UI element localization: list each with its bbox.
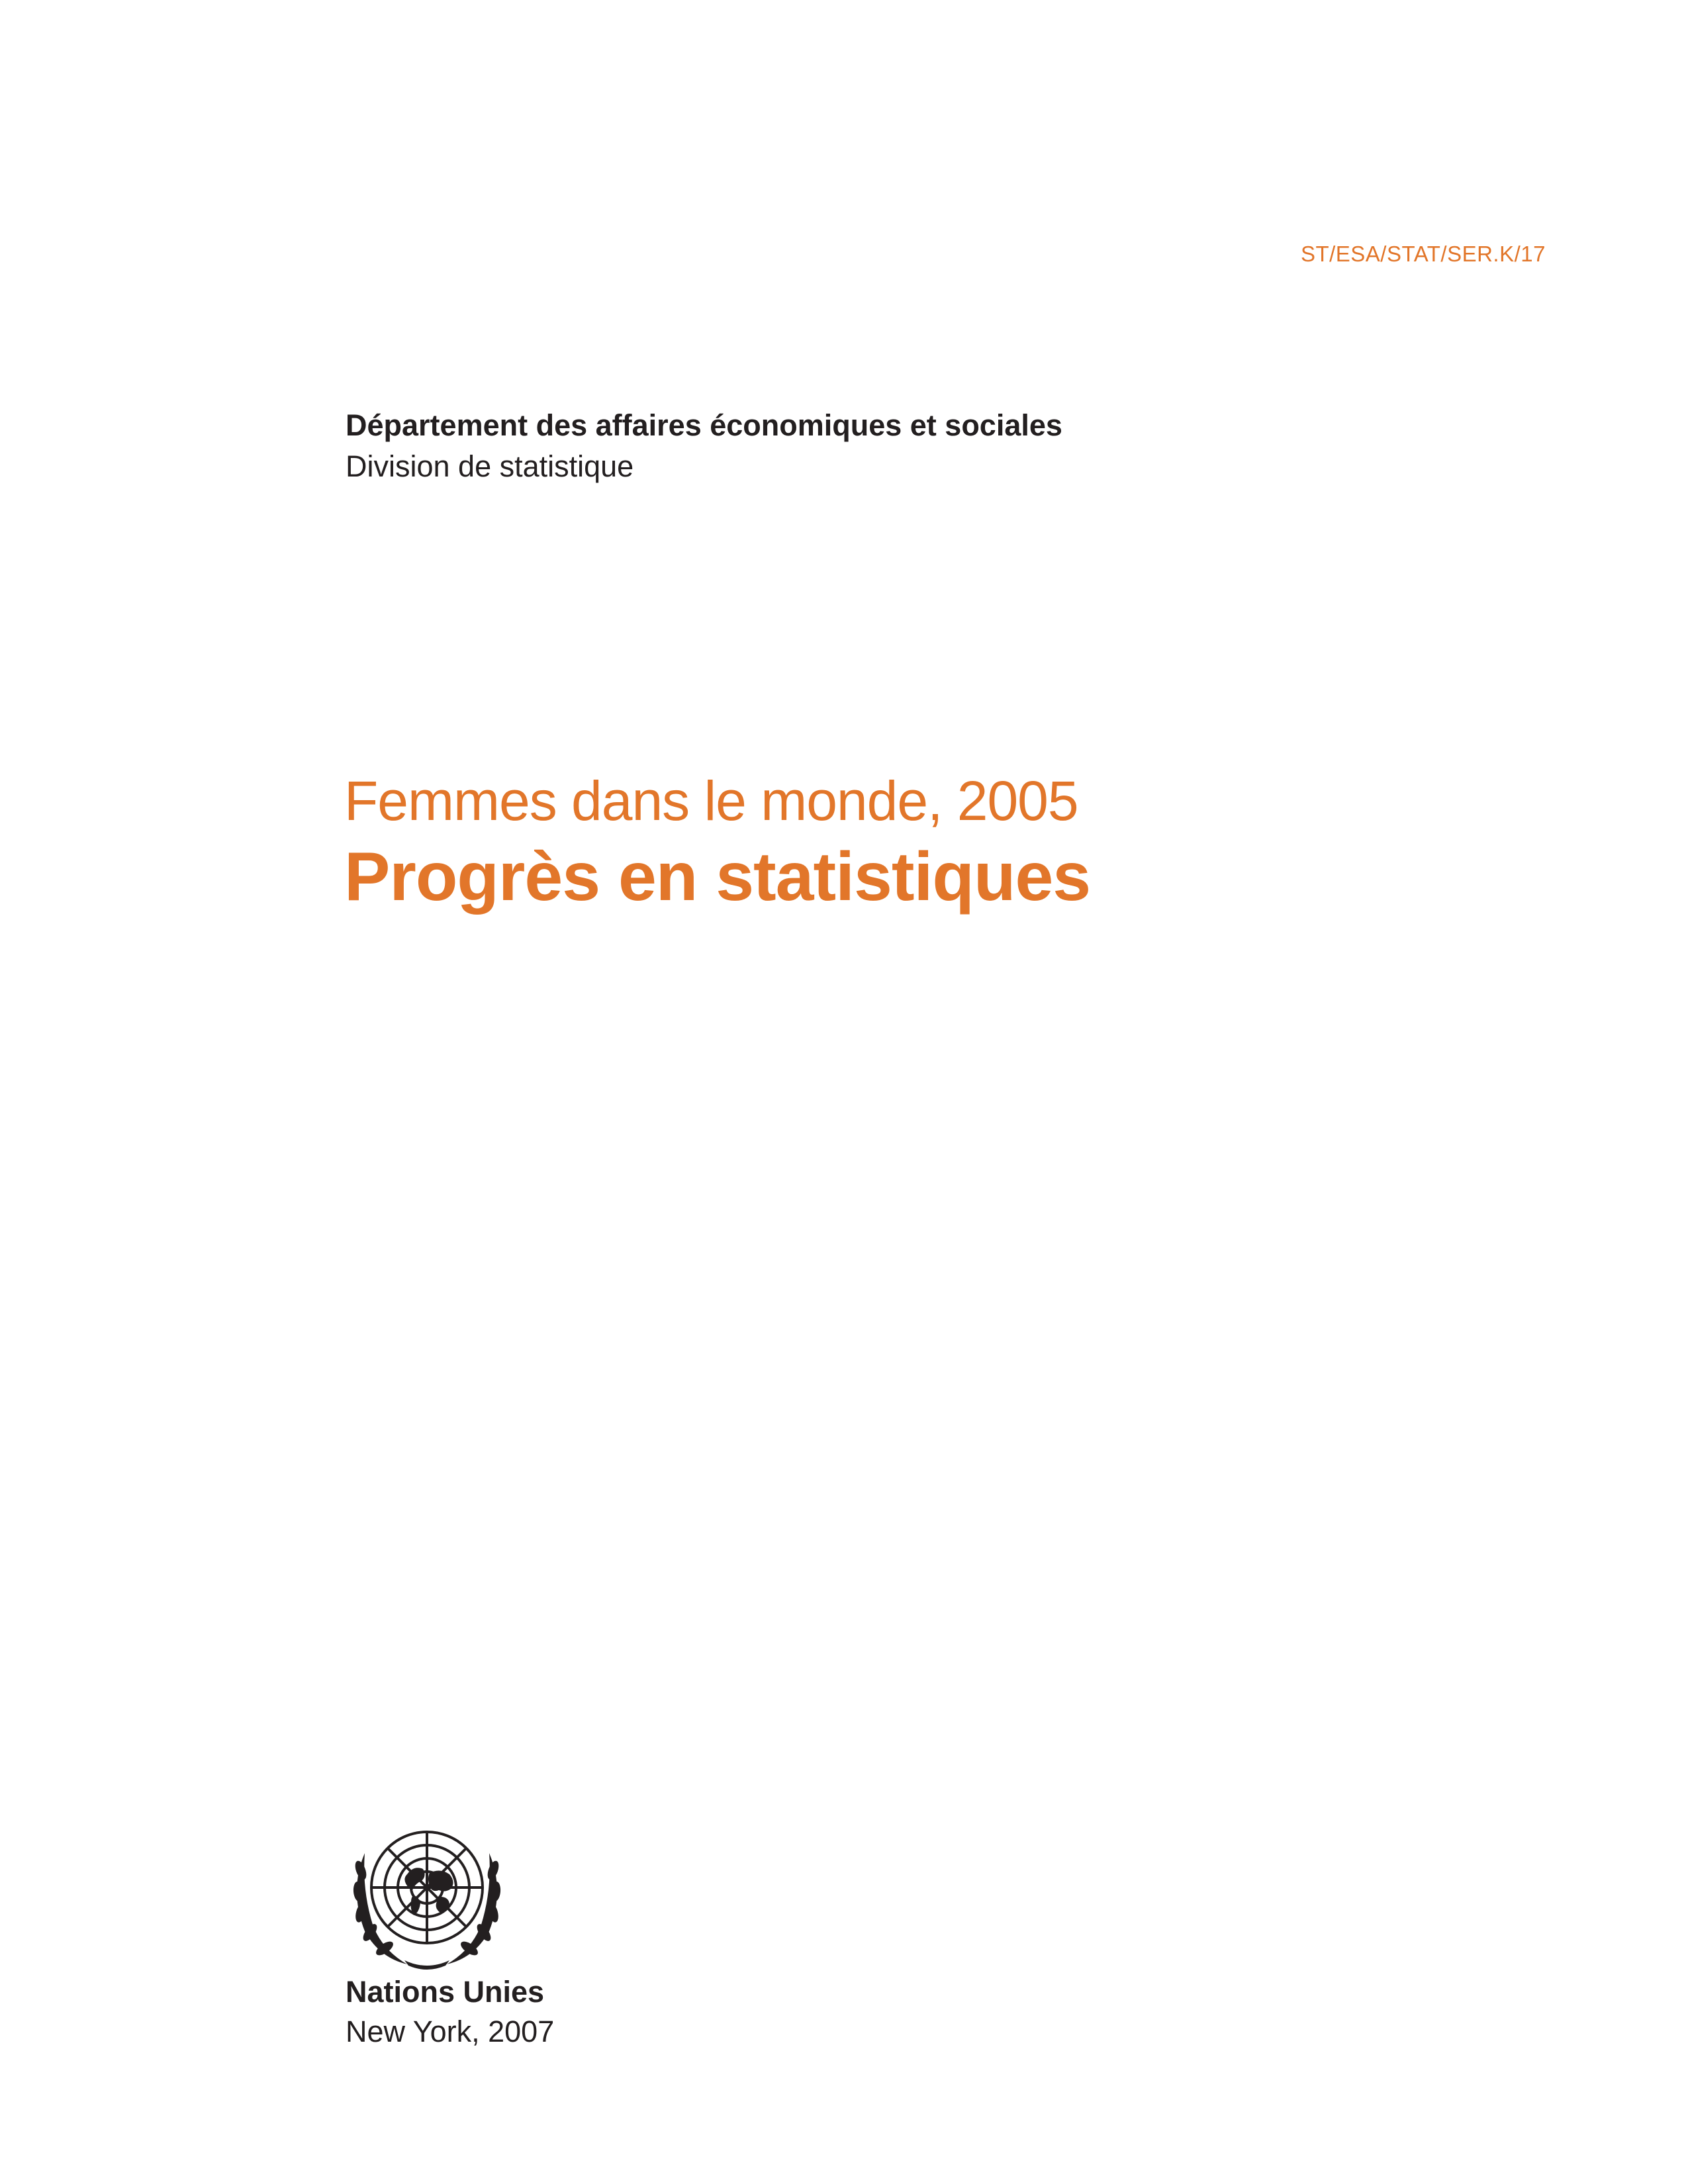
department-block: [346, 405, 1062, 487]
document-symbol: ST/ESA/STAT/SER.K/17: [1300, 242, 1546, 266]
title-subtitle: Progrès en statistiques: [344, 839, 1091, 915]
title-main: Femmes dans le monde, 2005: [344, 770, 1078, 832]
title-block: [344, 764, 1090, 917]
publisher-name: Nations Unies: [346, 1975, 545, 2009]
division-name: Division de statistique: [346, 449, 634, 483]
publisher-block: [346, 1972, 554, 2052]
publication-place-year: New York, 2007: [346, 2015, 555, 2048]
un-emblem-icon: [341, 1813, 513, 1972]
department-name: Département des affaires économiques et sociales: [346, 408, 1062, 442]
